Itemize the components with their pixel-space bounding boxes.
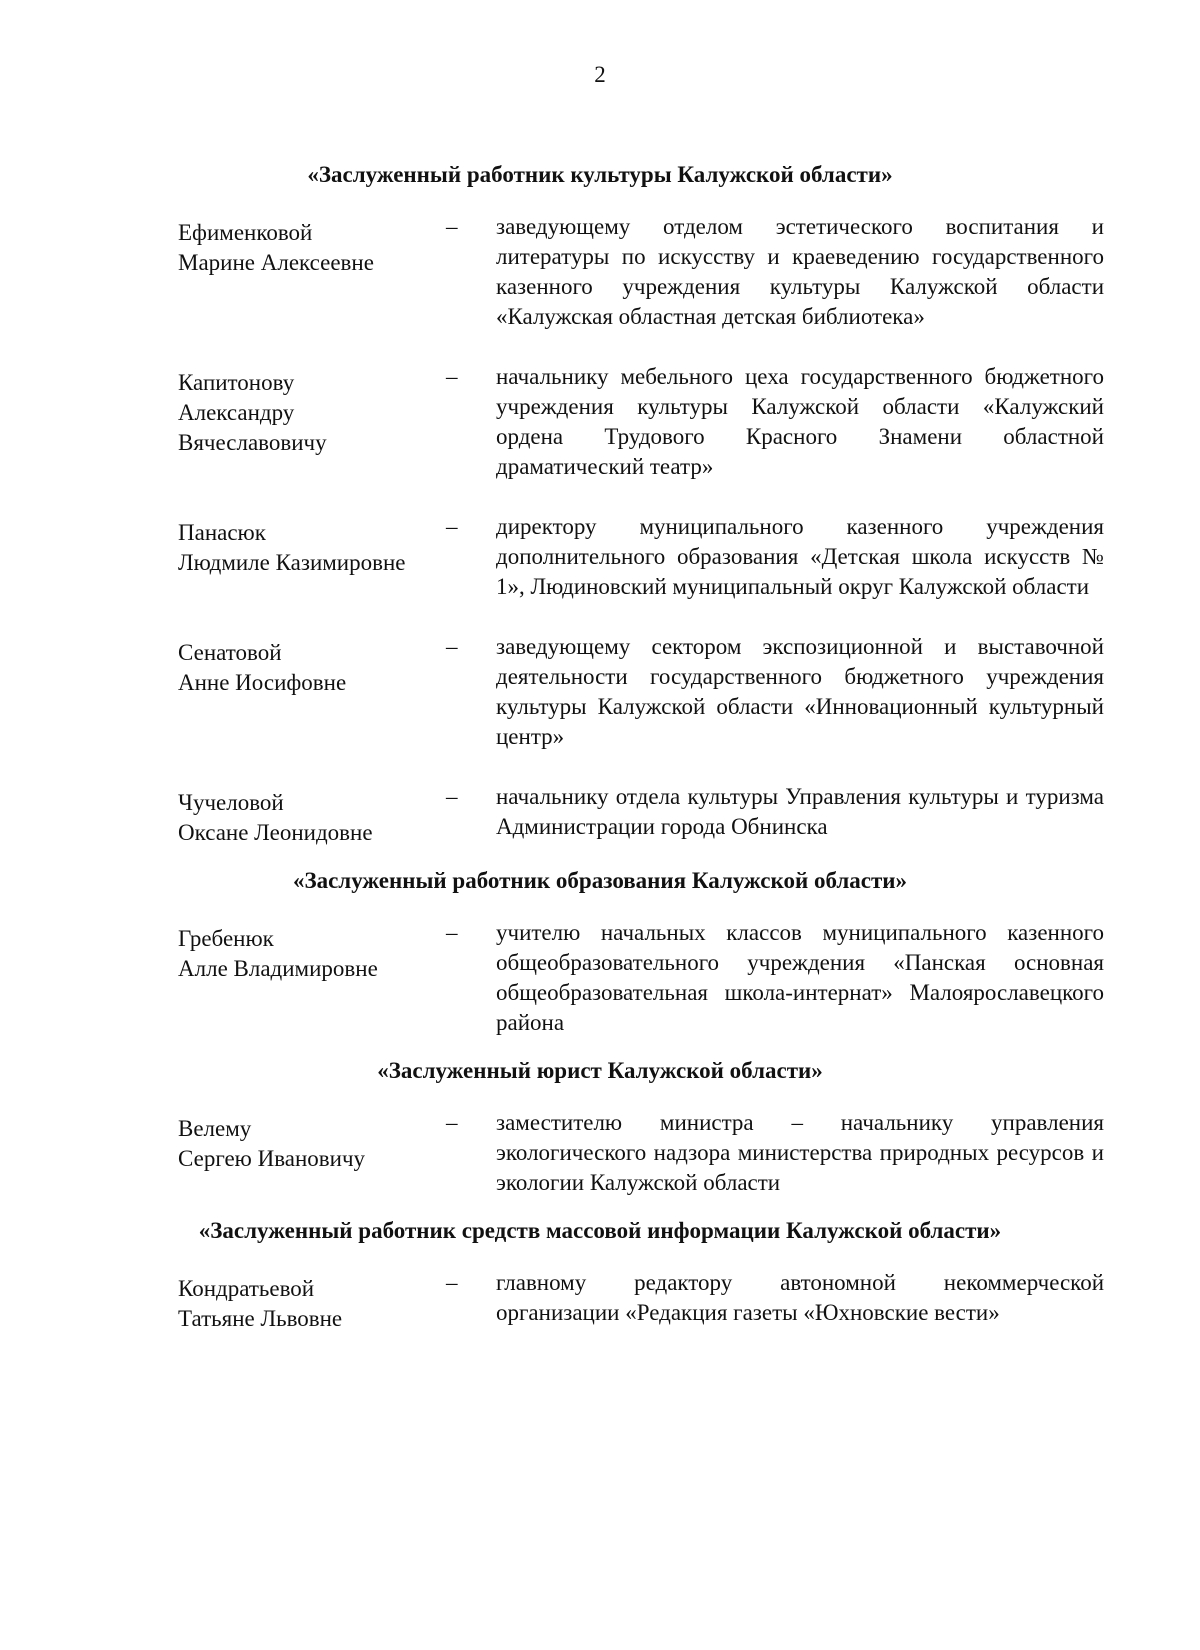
recipient-name: [178, 1268, 446, 1334]
recipient-surname: Гребенюк: [178, 926, 274, 951]
recipient-surname: Панасюк: [178, 520, 266, 545]
recipient-given-names: Людмиле Казимировне: [178, 550, 406, 575]
recipient-given-names: Анне Иосифовне: [178, 670, 347, 695]
section-title-education: «Заслуженный работник образования Калужской области»: [292, 868, 908, 893]
recipient-surname: Велему: [178, 1116, 252, 1141]
award-entry: [0, 918, 1200, 1038]
award-entry: [0, 632, 1200, 752]
dash-separator: –: [446, 214, 458, 239]
award-entry: [0, 1268, 1200, 1334]
recipient-name: [178, 512, 446, 602]
recipient-name: [178, 362, 446, 482]
recipient-position: главному редактору автономной некоммерческой организации «Редакция газеты «Юхновские вести»: [496, 1270, 1104, 1325]
dash-separator: –: [446, 514, 458, 539]
recipient-name: [178, 918, 446, 1038]
page-number: 2: [594, 62, 606, 87]
recipient-surname: Чучеловой: [178, 790, 284, 815]
recipient-surname: Капитонову: [178, 370, 295, 395]
recipient-position: учителю начальных классов муниципального казенного общеобразовательного учреждения «Панская основная общеобразовательная школа-интернат» Малоярославецкого района: [496, 920, 1104, 1035]
dash-separator: –: [446, 784, 458, 809]
dash-separator: –: [446, 364, 458, 389]
recipient-name: [178, 212, 446, 332]
recipient-given-names: Сергею Ивановичу: [178, 1146, 366, 1171]
award-entry: [0, 362, 1200, 482]
dash-separator: –: [446, 920, 458, 945]
recipient-surname: Кондратьевой: [178, 1276, 315, 1301]
recipient-patronymic: Вячеславовичу: [178, 430, 327, 455]
award-entry: [0, 512, 1200, 602]
recipient-name: [178, 782, 446, 848]
recipient-position: начальнику отдела культуры Управления культуры и туризма Администрации города Обнинска: [496, 784, 1104, 839]
dash-separator: –: [446, 1270, 458, 1295]
section-title-media: «Заслуженный работник средств массовой информации Калужской области»: [198, 1218, 1002, 1243]
recipient-name: [178, 632, 446, 752]
recipient-given-names: Алле Владимировне: [178, 956, 378, 981]
recipient-position: заместителю министра – начальнику управления экологического надзора министерства природных ресурсов и экологии Калужской области: [496, 1110, 1104, 1195]
recipient-position: заведующему отделом эстетического воспитания и литературы по искусству и краеведению государственного казенного учреждения культуры Калужской области «Калужская областная детская библиотека»: [496, 214, 1104, 329]
recipient-surname: Сенатовой: [178, 640, 282, 665]
recipient-given-names: Оксане Леонидовне: [178, 820, 373, 845]
recipient-given-names: Марине Алексеевне: [178, 250, 374, 275]
award-entry: [0, 782, 1200, 848]
section-title-culture: «Заслуженный работник культуры Калужской области»: [307, 162, 893, 187]
recipient-surname: Ефименковой: [178, 220, 313, 245]
award-entry: [0, 1108, 1200, 1198]
dash-separator: –: [446, 634, 458, 659]
award-entry: [0, 212, 1200, 332]
dash-separator: –: [446, 1110, 458, 1135]
recipient-name: [178, 1108, 446, 1198]
document-body: [0, 160, 1200, 1334]
section-title-lawyer: «Заслуженный юрист Калужской области»: [377, 1058, 823, 1083]
recipient-position: директору муниципального казенного учреждения дополнительного образования «Детская школа искусств № 1», Людиновский муниципальный округ Калужской области: [496, 514, 1104, 599]
recipient-given-names: Татьяне Львовне: [178, 1306, 343, 1331]
recipient-position: начальнику мебельного цеха государственного бюджетного учреждения культуры Калужской области «Калужский ордена Трудового Красного Знамени областной драматический театр»: [496, 364, 1104, 479]
recipient-position: заведующему сектором экспозиционной и выставочной деятельности государственного бюджетного учреждения культуры Калужской области «Инновационный культурный центр»: [496, 634, 1104, 749]
recipient-given-name: Александру: [178, 400, 295, 425]
